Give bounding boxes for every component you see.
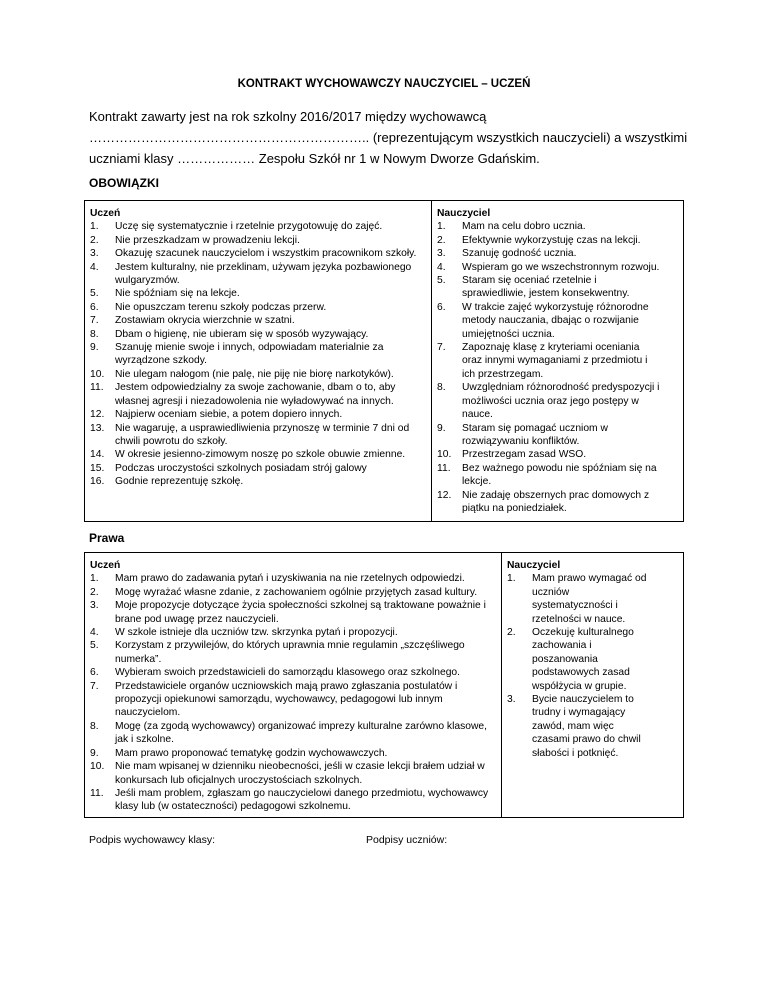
item-number: 9.	[90, 342, 99, 354]
item-number: 11.	[90, 787, 104, 799]
list-item	[90, 314, 425, 327]
item-number: 3.	[507, 694, 516, 706]
item-number: 6.	[90, 301, 99, 313]
item-text: Zostawiam okrycia wierzchnie w szatni.	[115, 315, 295, 327]
item-text: Uczę się systematycznie i rzetelnie przygotowuję do zajęć.	[115, 221, 383, 233]
list-item	[437, 274, 662, 301]
list-item	[90, 639, 495, 666]
item-number: 11.	[90, 382, 104, 394]
item-text: Okazuję szacunek nauczycielom i wszystkim pracownikom szkoły.	[115, 248, 417, 260]
list-item	[90, 301, 425, 314]
list-item	[507, 693, 647, 760]
prawa-nauczyciel-list	[507, 572, 647, 760]
obowiazki-nauczyciel-column	[437, 207, 662, 515]
item-text: Jestem odpowiedzialny za swoje zachowanie, dbam o to, aby własnej agresji i niezadowolenia nie wyładowywać na innych.	[115, 382, 396, 407]
item-text: Nie wagaruję, a usprawiedliwienia przynoszę w terminie 7 dni od chwili powrotu do szkoły.	[115, 422, 410, 447]
item-number: 2.	[507, 627, 516, 639]
contract-intro: Kontrakt zawarty jest na rok szkolny 2016/2017 między wychowawcą ……………………………………………………….. (reprezentującym wszystkich nauczycieli) a wszystkimi uczniami klasy ……………… Zespołu Szkół nr 1 w Nowym Dworze Gdańskim.	[89, 109, 688, 166]
list-item	[437, 247, 662, 260]
item-number: 3.	[90, 600, 99, 612]
list-item	[437, 301, 662, 341]
item-text: Nie zadaję obszernych prac domowych z piątku na poniedziałek.	[462, 489, 650, 514]
item-number: 4.	[437, 261, 446, 273]
list-item	[90, 247, 425, 260]
list-item	[437, 422, 662, 449]
column-divider	[501, 553, 502, 817]
item-number: 8.	[90, 328, 99, 340]
item-text: Nie opuszczam terenu szkoły podczas przerw.	[115, 301, 327, 313]
item-number: 8.	[90, 720, 99, 732]
list-item	[90, 626, 495, 639]
column-divider	[431, 201, 432, 521]
item-text: Jeśli mam problem, zgłaszam go nauczycielowi danego przedmiotu, wychowawcy klasy lub (w ostateczności) pedagogowi szkolnemu.	[115, 787, 489, 813]
item-number: 5.	[90, 288, 99, 300]
obowiazki-uczen-column	[90, 207, 425, 489]
list-item	[90, 586, 495, 599]
item-text: Mogę (za zgodą wychowawcy) organizować imprezy kulturalne zarówno klasowe, jak i szkolne.	[115, 720, 487, 746]
prawa-nauczyciel-column	[507, 559, 647, 760]
item-number: 7.	[437, 342, 446, 354]
item-number: 2.	[437, 234, 446, 246]
list-item	[90, 368, 425, 381]
item-text: W trakcie zajęć wykorzystuję różnorodne metody nauczania, dbając o rozwijanie umiejętności ucznia.	[462, 301, 649, 340]
item-text: Uwzględniam różnorodność predyspozycji i możliwości ucznia oraz jego postępy w nauce.	[462, 382, 660, 421]
list-item	[90, 787, 495, 814]
column-title: Nauczyciel	[507, 560, 561, 571]
list-item	[90, 680, 495, 720]
list-item	[437, 381, 662, 421]
item-text: Nie spóźniam się na lekcje.	[115, 288, 240, 300]
item-number: 5.	[90, 640, 99, 652]
list-item	[90, 261, 425, 288]
teacher-signature-label: Podpis wychowawcy klasy:	[89, 834, 216, 846]
item-text: Mam prawo wymagać od uczniów systematyczności i rzetelności w nauce.	[532, 573, 647, 625]
list-item	[90, 448, 425, 461]
item-text: Mogę wyrażać własne zdanie, z zachowaniem ogólnie przyjętych zasad kultury.	[115, 586, 478, 598]
item-number: 10.	[90, 368, 105, 380]
item-text: Zapoznaję klasę z kryteriami oceniania oraz innymi wymaganiami z przedmiotu i ich przestrzegam.	[462, 342, 648, 380]
item-number: 3.	[437, 248, 446, 260]
list-item	[90, 287, 425, 300]
item-number: 15.	[90, 462, 105, 474]
item-number: 7.	[90, 315, 99, 327]
item-text: Nie przeszkadzam w prowadzeniu lekcji.	[115, 234, 300, 246]
item-text: Mam prawo proponować tematykę godzin wychowawczych.	[115, 747, 388, 759]
item-number: 11.	[437, 462, 451, 474]
obowiazki-nauczyciel-list	[437, 220, 662, 515]
item-number: 4.	[90, 261, 99, 273]
item-text: Jestem kulturalny, nie przeklinam, używam języka pozbawionego wulgaryzmów.	[115, 261, 412, 287]
item-text: Bycie nauczycielem to trudny i wymagający zawód, mam więc czasami prawo do chwil słabości i potknięć.	[532, 694, 641, 759]
item-number: 2.	[90, 234, 99, 246]
list-item	[90, 381, 425, 408]
obowiazki-table	[84, 200, 684, 522]
item-number: 1.	[90, 221, 99, 233]
item-number: 8.	[437, 382, 446, 394]
item-number: 6.	[437, 301, 446, 313]
item-number: 6.	[90, 667, 99, 679]
prawa-table	[84, 552, 684, 818]
item-text: Szanuję godność ucznia.	[462, 248, 577, 260]
column-title: Uczeń	[90, 560, 121, 571]
column-title: Nauczyciel	[437, 208, 491, 219]
item-text: Mam prawo do zadawania pytań i uzyskiwania na nie rzetelnych odpowiedzi.	[115, 573, 465, 585]
item-text: Godnie reprezentuję szkołę.	[115, 476, 244, 488]
item-number: 7.	[90, 680, 99, 692]
item-number: 10.	[90, 761, 105, 773]
item-text: Korzystam z przywilejów, do których uprawnia mnie regulamin „szczęśliwego numerka”.	[115, 640, 465, 665]
item-text: Nie ulegam nałogom (nie palę, nie piję nie biorę narkotyków).	[115, 368, 394, 380]
item-number: 1.	[90, 573, 99, 585]
list-item	[90, 475, 425, 488]
list-item	[90, 666, 495, 679]
list-item	[90, 599, 495, 626]
item-text: Bez ważnego powodu nie spóźniam się na lekcje.	[462, 462, 657, 488]
item-text: Szanuję mienie swoje i innych, odpowiadam materialnie za wyrządzone szkody.	[115, 342, 384, 367]
prawa-uczen-column	[90, 559, 495, 814]
item-text: W szkole istnieje dla uczniów tzw. skrzynka pytań i propozycji.	[115, 627, 398, 639]
list-item	[437, 261, 662, 274]
list-item	[437, 462, 662, 489]
item-number: 12.	[437, 489, 452, 501]
item-number: 9.	[90, 747, 99, 759]
column-title: Uczeń	[90, 208, 121, 219]
item-number: 3.	[90, 248, 99, 260]
list-item	[507, 626, 647, 693]
item-text: Dbam o higienę, nie ubieram się w sposób wyzywający.	[115, 328, 369, 340]
item-number: 9.	[437, 422, 446, 434]
item-number: 14.	[90, 449, 105, 461]
item-text: Moje propozycje dotyczące życia społeczności szkolnej są traktowane poważnie i brane pod uwagę przez nauczycieli.	[115, 600, 486, 625]
item-number: 16.	[90, 476, 105, 488]
item-text: Przedstawiciele organów uczniowskich mają prawo zgłaszania postulatów i propozycji opiekunowi samorządu, wychowawcy, pedagogowi lub innym nauczycielom.	[115, 680, 458, 719]
item-number: 5.	[437, 275, 446, 287]
list-item	[437, 220, 662, 233]
list-item	[437, 234, 662, 247]
list-item	[90, 747, 495, 760]
item-text: Podczas uroczystości szkolnych posiadam strój galowy	[115, 462, 367, 474]
item-number: 1.	[437, 221, 446, 233]
list-item	[90, 408, 425, 421]
prawa-heading: Prawa	[89, 531, 125, 545]
list-item	[90, 328, 425, 341]
item-text: Efektywnie wykorzystuję czas na lekcji.	[462, 234, 641, 246]
item-number: 1.	[507, 573, 516, 585]
item-number: 4.	[90, 627, 99, 639]
item-text: Mam na celu dobro ucznia.	[462, 221, 586, 233]
item-text: Najpierw oceniam siebie, a potem dopiero innych.	[115, 409, 343, 421]
item-text: Przestrzegam zasad WSO.	[462, 449, 587, 461]
item-number: 2.	[90, 586, 99, 598]
list-item	[90, 341, 425, 368]
list-item	[90, 462, 425, 475]
item-number: 13.	[90, 422, 105, 434]
list-item	[90, 572, 495, 585]
document-title: KONTRAKT WYCHOWAWCZY NAUCZYCIEL – UCZEŃ	[237, 78, 531, 90]
obowiazki-uczen-list	[90, 220, 425, 488]
item-text: Wspieram go we wszechstronnym rozwoju.	[462, 261, 660, 273]
item-text: Nie mam wpisanej w dzienniku nieobecności, jeśli w czasie lekcji brałem udział w konkursach lub oficjalnych uroczystościach szkolnych.	[115, 761, 485, 786]
students-signature-label: Podpisy uczniów:	[366, 834, 448, 846]
item-text: Oczekuję kulturalnego zachowania i poszanowania podstawowych zasad współżycia w grupie.	[532, 627, 634, 692]
list-item	[90, 422, 425, 449]
obowiazki-heading: OBOWIĄZKI	[89, 176, 159, 190]
prawa-uczen-list	[90, 572, 495, 813]
item-number: 10.	[437, 449, 452, 461]
list-item	[507, 572, 647, 626]
list-item	[437, 341, 662, 381]
list-item	[437, 448, 662, 461]
item-number: 12.	[90, 409, 105, 421]
list-item	[90, 220, 425, 233]
item-text: Staram się pomagać uczniom w rozwiązywaniu konfliktów.	[462, 422, 608, 447]
item-text: Staram się oceniać rzetelnie i sprawiedliwie, jestem konsekwentny.	[462, 275, 630, 300]
list-item	[90, 720, 495, 747]
list-item	[90, 234, 425, 247]
list-item	[90, 760, 495, 787]
item-text: Wybieram swoich przedstawicieli do samorządu klasowego oraz szkolnego.	[115, 667, 461, 679]
item-text: W okresie jesienno-zimowym noszę po szkole obuwie zmienne.	[115, 449, 406, 461]
list-item	[437, 489, 662, 516]
